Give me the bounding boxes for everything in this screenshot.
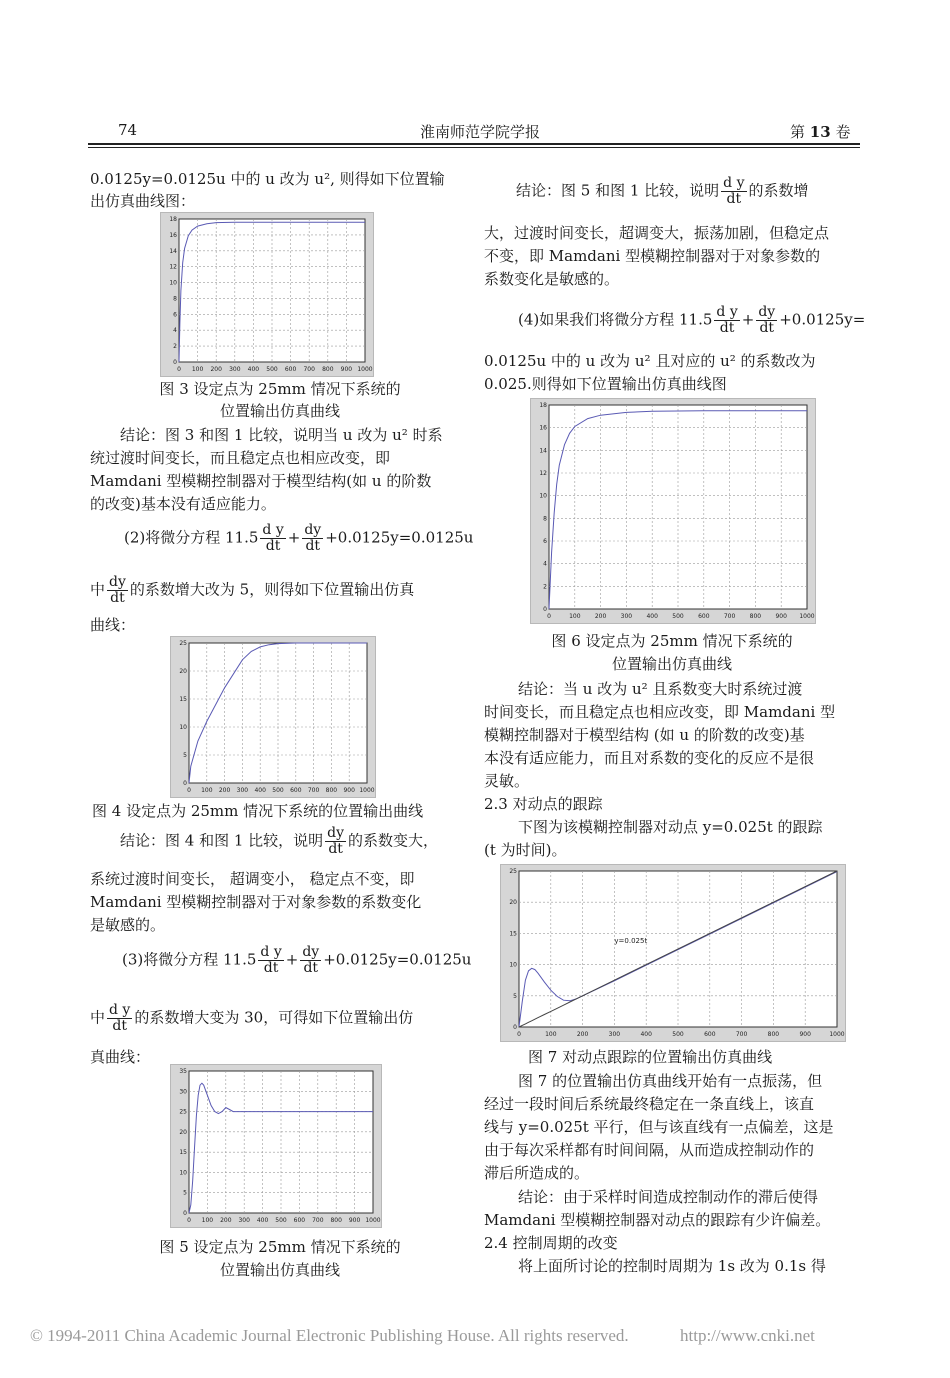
y-tick-label: 2 [543,583,547,591]
text-line: Mamdani 型模糊控制器对动点的跟踪有少许偏差。 [484,1211,831,1229]
chart-svg [161,213,373,376]
x-tick-label: 500 [275,1217,287,1224]
text-line: 图 7 的位置输出仿真曲线开始有一点振荡，但 [518,1072,823,1090]
journal-title: 淮南师范学院学报 [419,123,540,141]
x-tick-label: 300 [229,366,241,373]
x-tick-label: 300 [608,1031,621,1038]
text-line: 线与 y=0.025t 平行，但与该直线有一点偏差，这是 [484,1118,834,1136]
x-tick-label: 600 [284,366,297,373]
x-tick-label: 500 [266,366,278,373]
y-tick-label: 18 [169,216,177,223]
text-line: 经过一段时间后系统最终稳定在一条直线上，该直 [484,1095,815,1113]
figure-caption: 图 7 对动点跟踪的位置输出仿真曲线 [528,1048,773,1066]
x-tick-label: 700 [307,787,320,794]
text-line: 0.025.则得如下位置输出仿真曲线图 [484,375,727,393]
x-tick-label: 300 [236,787,249,794]
y-tick-label: 14 [169,247,177,255]
y-tick-label: 6 [543,538,547,545]
text-line: 系统过渡时间变长， 超调变小， 稳定点不变，即 [90,870,415,888]
y-tick-label: 5 [513,992,517,1000]
x-tick-label: 800 [767,1031,780,1038]
x-tick-label: 600 [293,1217,306,1224]
figure-caption: 位置输出仿真曲线 [219,402,340,420]
text-line: 灵敏。 [484,772,530,790]
text-line: 中 $\frac{dy}{dt}$ 的系数增大改为 5，则得如下位置输出仿真 [90,574,415,606]
text-line: 大，过渡时间变长，超调变大，振荡加剧，但稳定点 [484,224,830,242]
chart-svg [171,1065,381,1227]
x-tick-label: 500 [672,1031,684,1038]
x-tick-label: 0 [177,366,181,373]
chart-fig7 [500,864,846,1042]
annotation-label: y=0.025t [614,936,648,945]
x-tick-label: 600 [698,613,710,620]
text-line: 系数变化是敏感的。 [484,270,620,288]
text-line: (t 为时间)。 [484,841,567,859]
x-tick-label: 400 [256,1217,269,1224]
y-tick-label: 20 [179,1128,187,1136]
x-tick-label: 400 [646,613,658,620]
y-tick-label: 15 [509,930,517,938]
x-tick-label: 1000 [365,1217,381,1224]
chart-fig4 [170,636,376,798]
y-tick-label: 0 [173,359,177,366]
chart-svg [171,637,375,797]
x-tick-label: 1000 [829,1031,845,1038]
x-tick-label: 400 [640,1031,652,1038]
y-tick-label: 2 [173,343,177,351]
text-line: Mamdani 型模糊控制器对于对象参数的系数变化 [90,893,422,911]
y-tick-label: 12 [539,470,547,477]
text-line: 结论：图 4 和图 1 比较，说明 $\frac{dy}{dt}$ 的系数变大， [120,825,439,857]
y-tick-label: 16 [539,424,547,432]
y-tick-label: 25 [509,868,517,875]
text-line: 0.0125y=0.0125u 中的 u 改为 u², 则得如下位置输 [90,170,445,188]
y-tick-label: 20 [179,668,187,675]
text-line: 出仿真曲线图： [90,192,196,210]
fraction: $\frac{dy}{dt}$ [302,944,320,976]
fraction: $\frac{\text{d y}}{dt}$ [262,522,284,554]
x-tick-label: 500 [672,613,684,620]
x-tick-label: 0 [547,613,551,620]
text-line: 时间变长，而且稳定点也相应改变，即 Mamdani 型 [484,703,836,721]
x-tick-label: 800 [749,613,762,620]
y-tick-label: 15 [179,1149,187,1157]
footer-url[interactable]: http://www.cnki.net [680,1326,815,1345]
y-tick-label: 6 [173,311,177,319]
x-tick-label: 0 [517,1031,521,1038]
y-tick-label: 0 [543,606,547,613]
chart-fig6 [530,398,816,624]
y-tick-label: 8 [173,295,177,303]
y-tick-label: 5 [183,1189,187,1197]
x-tick-label: 100 [545,1031,557,1038]
page-number: 74 [118,121,138,139]
figure-caption: 图 4 设定点为 25mm 情况下系统的位置输出曲线 [92,802,424,820]
equation-2: (2)将微分方程 11.5 $\frac{\text{d y}}{dt}$ + $\frac{dy}{dt}$ +0.0125y=0.0125u [124,522,474,554]
text-line: 本没有适应能力，而且对系数的变化的反应不是很 [484,749,815,767]
equation-4: (4)如果我们将微分方程 11.5 $\frac{\text{d y}}{dt}$ + $\frac{dy}{dt}$ +0.0125y= [518,304,866,336]
y-tick-label: 0 [183,1210,187,1217]
x-tick-label: 200 [576,1031,589,1038]
y-tick-label: 4 [543,560,547,568]
x-tick-label: 200 [594,613,607,620]
header-rule [88,143,860,145]
x-tick-label: 0 [187,1217,191,1224]
text-line: 是敏感的。 [90,916,166,934]
y-tick-label: 10 [539,492,547,500]
text-line: 结论：图 3 和图 1 比较，说明当 u 改为 u² 时系 [120,426,443,444]
y-tick-label: 8 [543,515,547,523]
y-tick-label: 35 [179,1068,187,1075]
fraction: $\frac{\text{d y}}{dt}$ [723,175,745,207]
section-heading: 2.3 对动点的跟踪 [484,795,603,813]
y-tick-label: 0 [183,780,187,787]
text-line: 由于每次采样都有时间间隔，从而造成控制动作的 [484,1141,815,1159]
figure-caption: 图 3 设定点为 25mm 情况下系统的 [159,380,401,398]
x-tick-label: 600 [290,787,302,794]
x-tick-label: 900 [348,1217,361,1224]
x-tick-label: 400 [254,787,266,794]
copyright-notice: © 1994-2011 China Academic Journal Electronic Publishing House. All rights reserved. [30,1326,629,1345]
figure-caption: 图 6 设定点为 25mm 情况下系统的 [551,632,793,650]
x-tick-label: 0 [187,787,191,794]
text-line: 滞后所造成的。 [484,1164,590,1182]
fraction: $\frac{dy}{dt}$ [304,522,322,554]
x-tick-label: 200 [218,787,231,794]
x-tick-label: 1000 [359,787,375,794]
fraction: $\frac{dy}{dt}$ [327,825,345,857]
x-tick-label: 900 [775,613,787,620]
chart-fig5 [170,1064,382,1228]
text-line: 0.0125u 中的 u 改为 u² 且对应的 u² 的系数改为 [484,352,816,370]
text-line: 结论：图 5 和图 1 比较，说明 $\frac{\text{d y}}{dt}$ 的系数增 [516,175,809,207]
y-tick-label: 30 [179,1088,187,1096]
figure-caption: 位置输出仿真曲线 [611,655,732,673]
y-tick-label: 10 [179,724,187,731]
y-tick-label: 14 [539,447,547,455]
fraction: $\frac{\text{d y}}{dt}$ [260,944,282,976]
figure-caption: 图 5 设定点为 25mm 情况下系统的 [159,1238,401,1256]
x-tick-label: 100 [201,1217,214,1224]
y-tick-label: 12 [169,263,177,271]
y-tick-label: 16 [169,231,177,239]
header-rule-thin [88,147,860,148]
x-tick-label: 800 [330,1217,342,1224]
figure-caption: 位置输出仿真曲线 [219,1261,340,1279]
x-tick-label: 800 [325,787,338,794]
text-line: 曲线： [90,616,136,634]
chart-fig3 [160,212,374,377]
equation-3: (3)将微分方程 11.5 $\frac{\text{d y}}{dt}$ + $\frac{dy}{dt}$ +0.0125y=0.0125u [122,944,472,976]
y-tick-label: 25 [179,640,187,647]
x-tick-label: 800 [322,366,334,373]
x-tick-label: 300 [620,613,633,620]
x-tick-label: 100 [191,366,204,373]
chart-svg [531,399,815,623]
text-line: Mamdani 型模糊控制器对于模型结构(如 u 的阶数 [90,472,432,490]
y-tick-label: 10 [179,1169,187,1177]
text-line: 统过渡时间变长，而且稳定点也相应改变，即 [90,449,391,467]
x-tick-label: 600 [704,1031,716,1038]
text-line: 结论：由于采样时间造成控制动作的滞后使得 [518,1188,819,1206]
x-tick-label: 700 [303,366,315,373]
x-tick-label: 700 [723,613,736,620]
y-tick-label: 18 [539,402,547,409]
x-tick-label: 500 [272,787,284,794]
x-tick-label: 200 [220,1217,232,1224]
x-tick-label: 700 [312,1217,324,1224]
text-line: 中 $\frac{\text{d y}}{dt}$ 的系数增大变为 30，可得如下位置输出仿 [90,1002,414,1034]
x-tick-label: 900 [340,366,353,373]
y-tick-label: 25 [179,1108,187,1116]
text-line: 模糊控制器对于模型结构 (如 u 的阶数的改变)基 [484,726,805,744]
text-line: 结论：当 u 改为 u² 且系数变大时系统过渡 [518,680,803,698]
text-line: 将上面所讨论的控制时周期为 1s 改为 0.1s 得 [518,1257,826,1275]
section-heading: 2.4 控制周期的改变 [484,1234,618,1252]
x-tick-label: 100 [569,613,581,620]
x-tick-label: 200 [210,366,222,373]
text-line: 不变，即 Mamdani 型模糊控制器对于对象参数的 [484,247,821,265]
y-tick-label: 10 [169,279,177,287]
y-tick-label: 15 [179,696,187,703]
y-tick-label: 4 [173,327,177,335]
x-tick-label: 1000 [799,613,815,620]
x-tick-label: 900 [799,1031,811,1038]
y-tick-label: 5 [183,752,187,759]
fraction: $\frac{dy}{dt}$ [109,574,126,606]
y-tick-label: 10 [509,961,517,969]
volume-label: 第 13 卷 [790,123,851,141]
x-tick-label: 400 [247,366,260,373]
fraction: $\frac{\text{d y}}{dt}$ [109,1002,131,1034]
x-tick-label: 300 [238,1217,250,1224]
x-tick-label: 700 [735,1031,748,1038]
text-line: 下图为该模糊控制器对动点 y=0.025t 的跟踪 [518,818,823,836]
y-tick-label: 20 [509,899,517,907]
text-line: 的改变)基本没有适应能力。 [90,495,276,513]
y-tick-label: 0 [513,1024,517,1031]
x-tick-label: 100 [201,787,213,794]
chart-svg [501,865,845,1041]
x-tick-label: 900 [343,787,355,794]
text-line: 真曲线： [90,1048,151,1066]
fraction: $\frac{\text{d y}}{dt}$ [716,304,738,336]
x-tick-label: 1000 [357,366,373,373]
fraction: $\frac{dy}{dt}$ [758,304,776,336]
